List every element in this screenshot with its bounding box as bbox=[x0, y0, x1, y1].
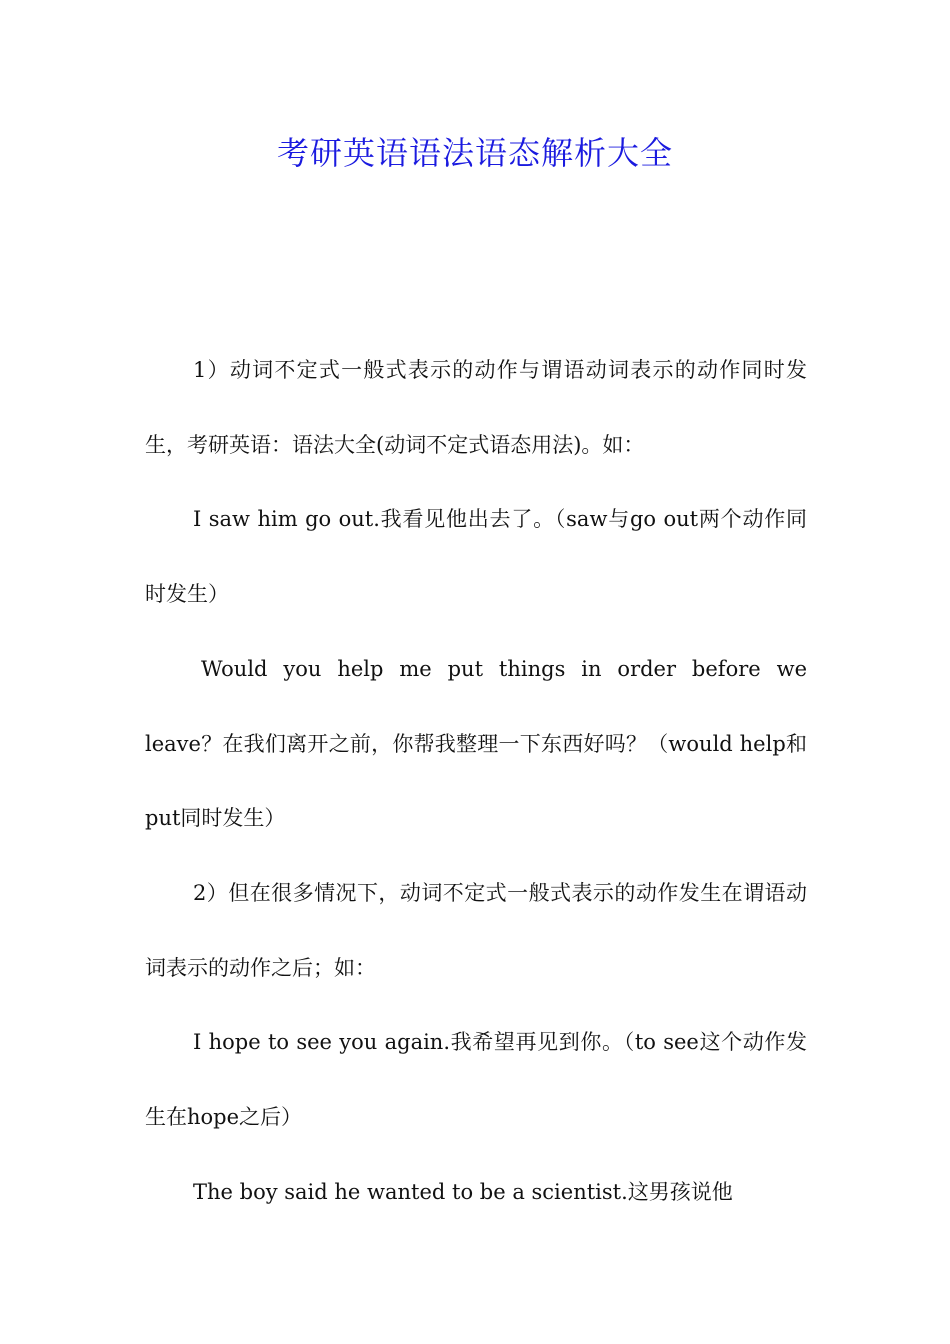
document-title: 考研英语语法语态解析大全 bbox=[276, 134, 673, 172]
paragraph-6: The boy said he wanted to be a scientist.这男孩说他 bbox=[193, 1179, 733, 1204]
paragraph-2: I saw him go out.我看见他出去了。（saw与go out两个动作同时发生） bbox=[145, 507, 807, 607]
paragraph-4: 2）但在很多情况下，动词不定式一般式表示的动作发生在谓语动词表示的动作之后；如： bbox=[145, 880, 807, 980]
paragraph-3: Would you help me put things in order before we leave？在我们离开之前，你帮我整理一下东西好吗？（would help和put同时发生） bbox=[145, 656, 807, 831]
paragraph-1: 1）动词不定式一般式表示的动作与谓语动词表示的动作同时发生，考研英语：语法大全(动词不定式语态用法)。如： bbox=[145, 358, 807, 457]
document-body bbox=[145, 333, 807, 1229]
paragraph-5: I hope to see you again.我希望再见到你。（to see这个动作发生在hope之后） bbox=[145, 1030, 807, 1130]
